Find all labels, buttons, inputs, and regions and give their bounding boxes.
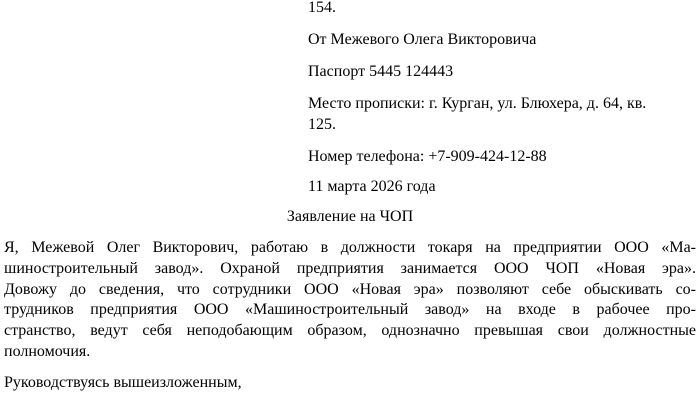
paragraph-line: трудников предприятия ООО «Машиностроительный завод» на входе в рабочее про- [4, 301, 696, 319]
paragraph-line: шиностроительный завод». Охраной предприятия занимается ООО ЧОП «Новая эра». [4, 259, 696, 277]
paragraph-line: Я, Межевой Олег Викторович, работаю в должности токаря на предприятии ООО «Ма- [4, 239, 696, 256]
paragraph-line: полномочия. [4, 342, 91, 360]
address-line-2: 125. [308, 116, 336, 133]
phone-line: Номер телефона: +7-909-424-12-88 [308, 148, 547, 165]
statement-paragraph-2: Руководствуясь вышеизложенным, [4, 373, 242, 391]
from-line: От Межевого Олега Викторовича [308, 31, 537, 48]
passport-line: Паспорт 5445 124443 [308, 63, 454, 80]
statement-body [4, 238, 696, 394]
paragraph-line: Довожу до сведения, что сотрудники ООО «Новая эра» позволяют себе обыскивать со- [4, 280, 696, 298]
previous-line-ending: 154. [308, 0, 336, 16]
address-line-1: Место прописки: г. Курган, ул. Блюхера, д. 64, кв. [308, 95, 647, 112]
paragraph-line: странство, ведут себя неподобающим образом, однозначно превышая свои должностные [4, 322, 696, 340]
document-title: Заявление на ЧОП [286, 208, 414, 225]
statement-paragraph-1 [4, 238, 696, 363]
date-line: 11 марта 2026 года [308, 178, 436, 195]
